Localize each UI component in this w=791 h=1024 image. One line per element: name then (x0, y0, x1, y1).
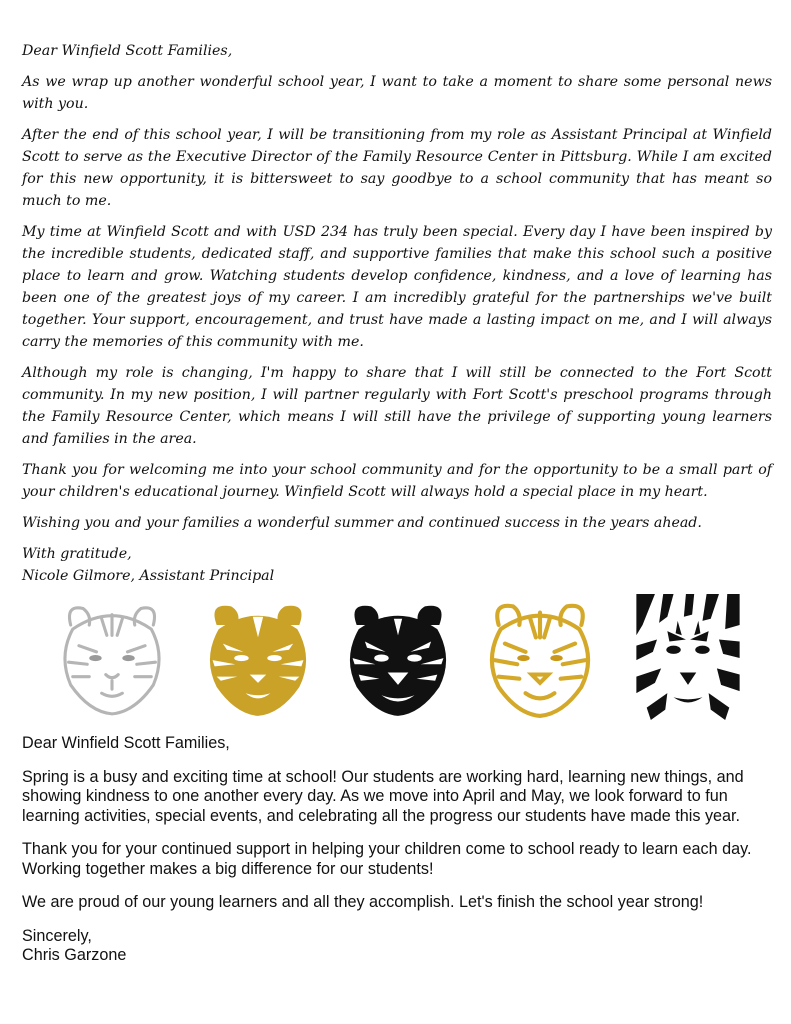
letter-assistant-principal (22, 40, 772, 587)
closing: Sincerely, (22, 926, 92, 945)
tiger-face-icon (336, 594, 460, 718)
greeting: Dear Winfield Scott Families, (22, 43, 233, 59)
paragraph: After the end of this school year, I will be transitioning from my role as Assistant Principal at Winfield Scott to serve as the Executive Director of the Family Resource Center in Pittsburg. While I am excited for this new opportunity, it is bittersweet to say goodbye to a school community that has meant so much to me. (22, 127, 772, 209)
paragraph: Wishing you and your families a wonderful summer and continued success in the years ahead. (22, 515, 702, 531)
signature: Nicole Gilmore, Assistant Principal (22, 568, 275, 584)
greeting: Dear Winfield Scott Families, (22, 734, 230, 752)
closing: With gratitude, (22, 546, 132, 562)
paragraph: We are proud of our young learners and all they accomplish. Let's finish the school year strong! (22, 893, 704, 911)
paragraph: Thank you for welcoming me into your school community and for the opportunity to be a small part of your children's educational journey. Winfield Scott will always hold a special place in my heart. (22, 462, 772, 500)
letter-spring (22, 734, 762, 966)
tiger-face-icon (196, 594, 320, 718)
paragraph: Thank you for your continued support in helping your children come to school ready to learn each day. Working together makes a big difference for our students! (22, 840, 752, 878)
paragraph: Spring is a busy and exciting time at school! Our students are working hard, learning new things, and showing kindness to one another every day. As we move into April and May, we look forward to fun learning activities, special events, and celebrating all the progress our students have made this year. (22, 767, 744, 825)
tiger-face-icon (476, 594, 604, 718)
tiger-face-icon (636, 594, 740, 720)
paragraph: As we wrap up another wonderful school year, I want to take a moment to share some personal news with you. (22, 74, 772, 112)
signature: Chris Garzone (22, 946, 127, 964)
paragraph: Although my role is changing, I'm happy to share that I will still be connected to the Fort Scott community. In my new position, I will partner regularly with Fort Scott's preschool programs through the Family Resource Center, which means I will still have the privilege of supporting young learners and families in the area. (22, 365, 772, 447)
tiger-face-icon (50, 594, 174, 718)
paragraph: My time at Winfield Scott and with USD 234 has truly been special. Every day I have been inspired by the incredible students, dedicated staff, and supportive families that make this school such a positive place to learn and grow. Watching students develop confidence, kindness, and a love of learning has been one of the greatest joys of my career. I am incredibly grateful for the partnerships we've built together. Your support, encouragement, and trust have made a lasting impact on me, and I will always carry the memories of this community with me. (22, 224, 772, 350)
tiger-images-row (40, 594, 760, 722)
